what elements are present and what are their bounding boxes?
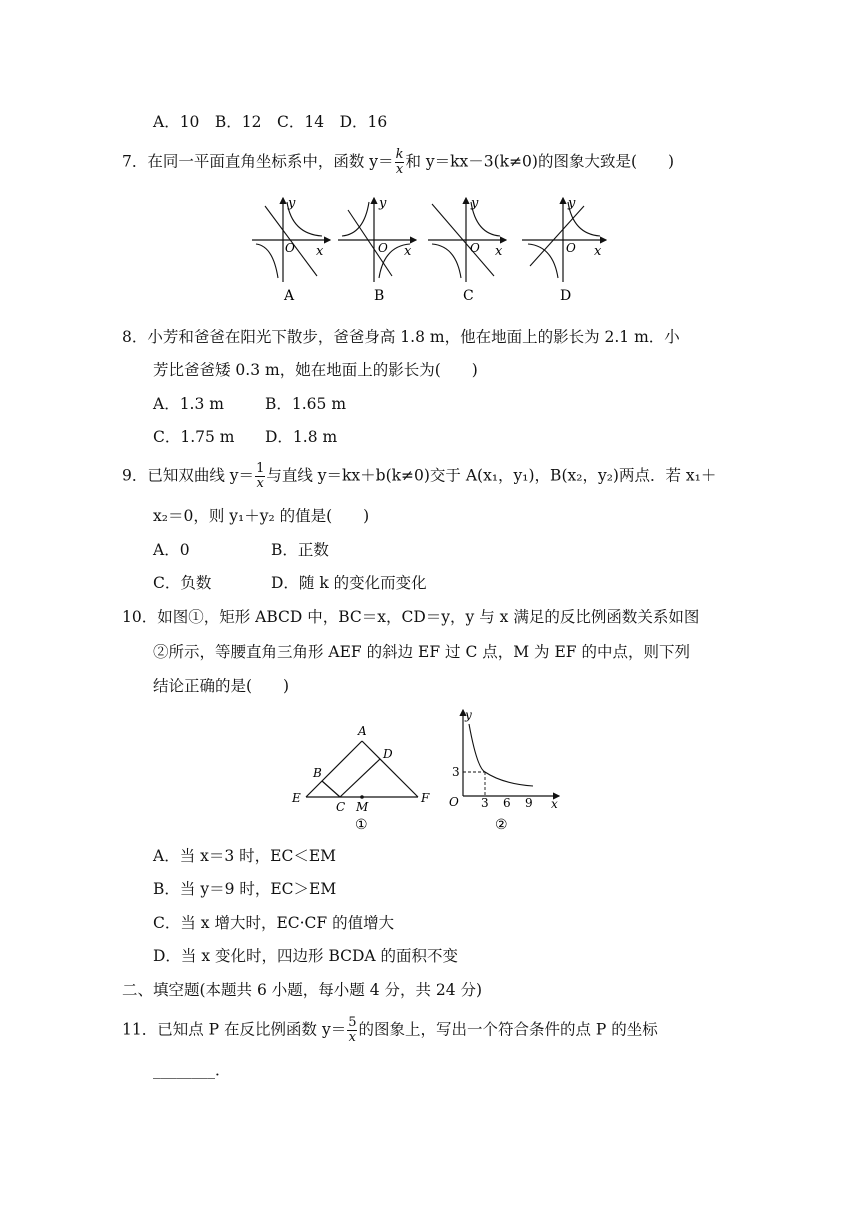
graph-d [522,196,606,304]
point-e-label: E [292,791,301,805]
q8-option-b: B．1.65 m [265,395,347,413]
graph-c-x-label: x [495,244,503,259]
q9-text-b: 与直线 y＝kx＋b(k≠0)交于 A(x₁，y₁)，B(x₂，y₂)两点．若 x₁＋ [266,466,717,485]
point-b-label: B [313,766,322,780]
point-c-label: C [336,800,346,814]
q11-frac-num: 5 [348,1015,357,1030]
fig2-ytick-3: 3 [452,765,460,779]
q8-line1: 8．小芳和爸爸在阳光下散步，爸爸身高 1.8 m，他在地面上的影长为 2.1 m．小 [122,328,680,346]
q9-line2: x₂＝0，则 y₁＋y₂ 的值是( ) [153,507,370,525]
q9-frac-num: 1 [256,461,265,476]
q7-graphs [0,190,860,310]
q8-option-c: C．1.75 m [153,428,235,446]
graph-b-y-label: y [379,196,387,211]
q10-option-a: A．当 x＝3 时，EC＜EM [153,847,337,865]
graph-c-label: C [463,288,474,304]
q9-option-a: A．0 [153,541,190,559]
q9-option-c: C．负数 [153,574,212,592]
q11-text-a: 已知点 P 在反比例函数 y＝ [157,1020,347,1039]
graph-a-y-label: y [288,196,296,211]
q7-number: 7． [122,152,148,171]
q11-stem [122,1016,658,1045]
q9-fraction [255,462,265,491]
point-d-label: D [383,747,393,761]
q7-stem [122,148,674,177]
q11-answer-blank[interactable]: ________． [153,1061,231,1079]
graph-b-origin: O [378,241,388,255]
q6-options: A．10 B．12 C．14 D．16 [153,113,388,131]
q10-option-d: D．当 x 变化时，四边形 BCDA 的面积不变 [153,947,459,965]
graph-b-x-label: x [404,244,412,259]
q7-fraction [395,148,405,177]
graph-d-x-label: x [594,244,602,259]
q8-option-a: A．1.3 m [153,395,224,413]
graph-a-label: A [284,288,295,304]
q7-text-a: 在同一平面直角坐标系中，函数 y＝ [147,152,394,171]
figure-1-caption: ① [355,817,368,833]
point-m-label: M [356,800,369,814]
q10-line3: 结论正确的是( ) [153,677,290,695]
fig2-xtick-3: 3 [481,796,489,810]
fig2-origin: O [449,795,459,809]
q10-line2: ②所示，等腰直角三角形 AEF 的斜边 EF 过 C 点，M 为 EF 的中点，则下列 [153,643,690,661]
graph-d-y-label: y [568,196,576,211]
graph-a-x-label: x [316,244,324,259]
q11-frac-den: x [348,1030,357,1045]
graph-d-label: D [560,288,572,304]
fig2-xtick-6: 6 [503,796,511,810]
q9-text-a: 已知双曲线 y＝ [147,466,255,485]
q10-option-c: C．当 x 增大时，EC·CF 的值增大 [153,914,395,932]
point-f-label: F [421,791,430,805]
q10-option-b: B．当 y＝9 时，EC＞EM [153,880,337,898]
q11-fraction [347,1016,357,1045]
q9-stem [122,462,716,491]
q7-frac-den: x [395,162,404,177]
q9-frac-den: x [256,476,264,491]
graph-c [428,196,506,304]
graph-b [338,196,416,304]
fig2-x-label: x [551,797,558,811]
q11-number: 11． [122,1020,158,1039]
graph-a [252,196,330,304]
graph-d-origin: O [566,241,576,255]
q9-number: 9． [122,466,148,485]
graph-c-origin: O [470,241,480,255]
graph-a-origin: O [285,241,295,255]
fig2-y-label: y [465,708,472,722]
q8-option-d: D．1.8 m [265,428,338,446]
fig2-xtick-9: 9 [525,796,533,810]
point-a-label: A [358,724,367,738]
figure-2-caption: ② [495,817,508,833]
graph-c-y-label: y [471,196,479,211]
q7-text-b: 和 y＝kx－3(k≠0)的图象大致是( ) [405,152,675,171]
q10-figure-2 [443,708,568,833]
q11-text-b: 的图象上，写出一个符合条件的点 P 的坐标 [358,1020,658,1039]
graph-b-label: B [374,288,385,304]
q9-option-b: B．正数 [271,541,329,559]
q7-frac-num: k [395,147,404,162]
q9-option-d: D．随 k 的变化而变化 [271,574,427,592]
q10-figure-1 [288,712,438,837]
section-2-title: 二、填空题(本题共 6 小题，每小题 4 分，共 24 分) [122,981,483,999]
q10-line1: 10．如图①，矩形 ABCD 中，BC＝x，CD＝y，y 与 x 满足的反比例函数关系如图 [122,608,700,626]
q8-line2: 芳比爸爸矮 0.3 m，她在地面上的影长为( ) [153,361,478,379]
